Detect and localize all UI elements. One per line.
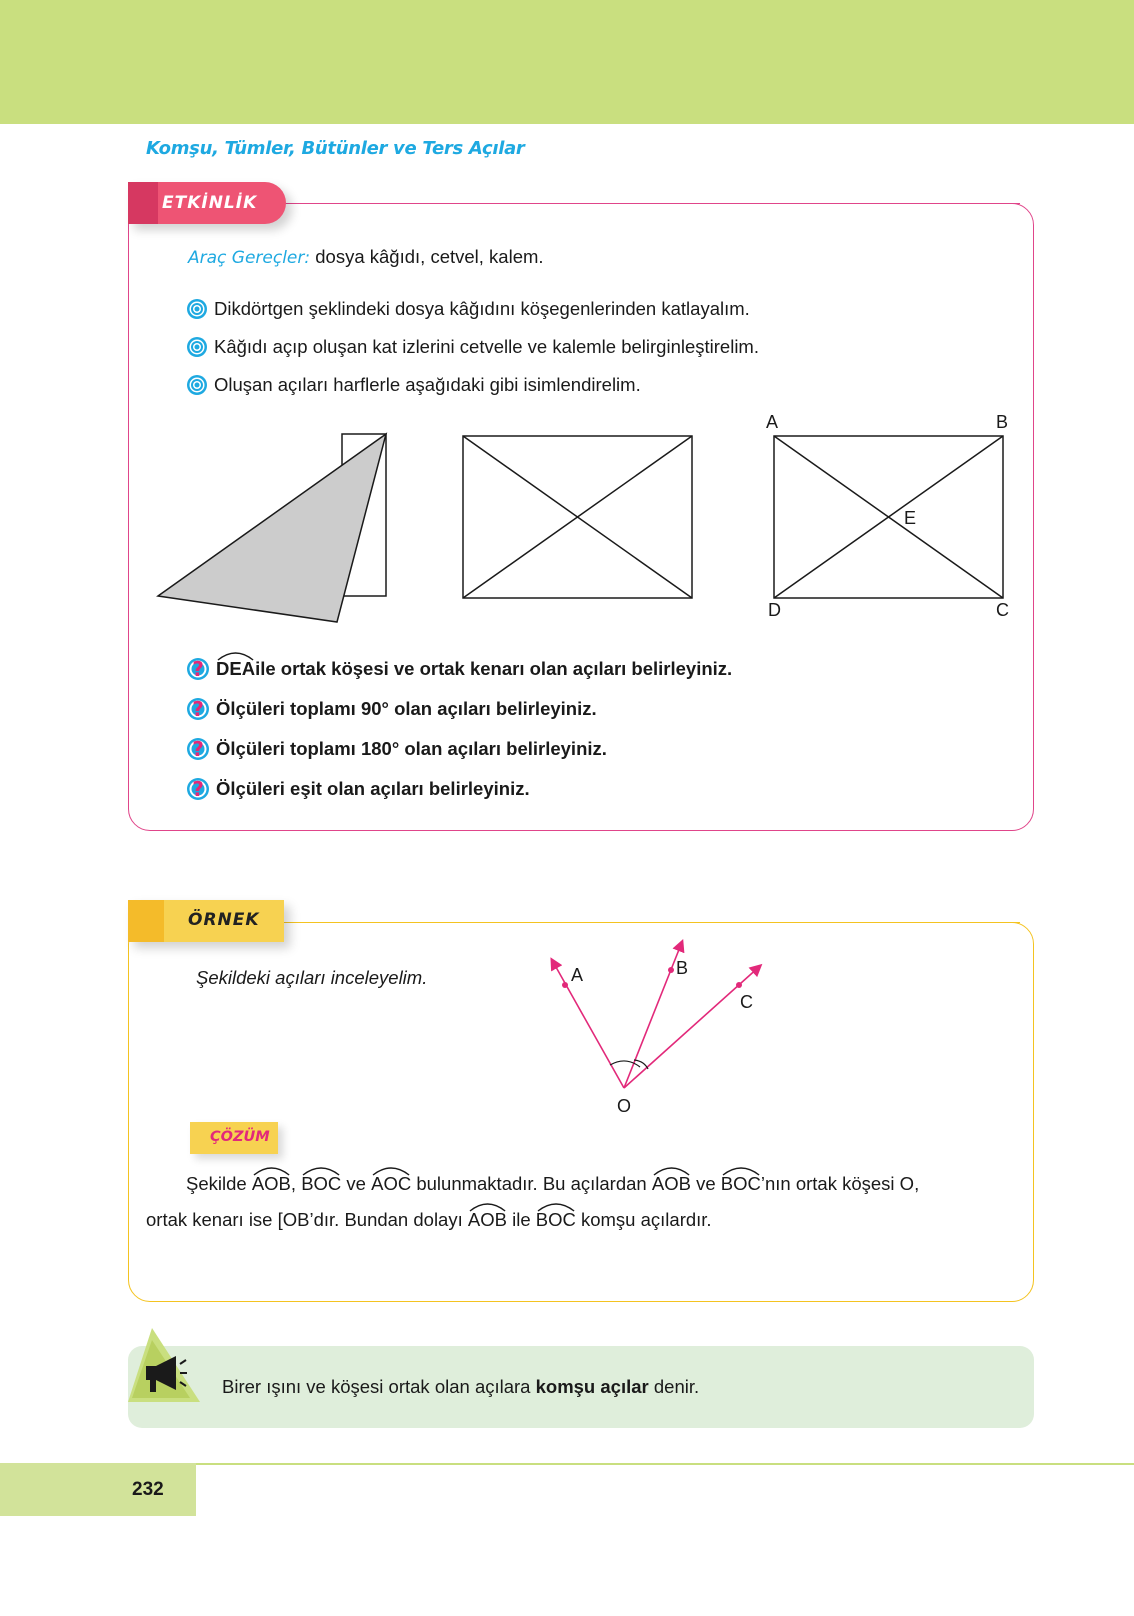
svg-text:?: ? — [192, 657, 204, 681]
activity-figures — [0, 400, 1134, 630]
step-item — [186, 336, 759, 358]
activity-header-line — [300, 203, 1020, 204]
solution-text: Şekilde — [186, 1173, 252, 1194]
svg-text:?: ? — [192, 737, 204, 761]
question-text: Ölçüleri toplamı 90° olan açıları belirleyiniz. — [216, 698, 597, 719]
solution-line-2 — [146, 1209, 712, 1231]
label-o: O — [617, 1096, 632, 1116]
rectangle-diagonals-figure — [463, 436, 692, 598]
example-tab-label: ÖRNEK — [188, 910, 260, 930]
question-text: ile ortak köşesi ve ortak kenarı olan açıları belirleyiniz. — [255, 658, 733, 679]
step-text: Dikdörtgen şeklindeki dosya kâğıdını köşegenlerinden katlayalım. — [214, 298, 750, 319]
tools-line — [188, 246, 544, 268]
point-label-c: C — [996, 600, 1009, 620]
ray-ob — [624, 942, 682, 1088]
angle-aoc: AOC — [371, 1173, 411, 1195]
point-label-a: A — [766, 412, 779, 432]
solution-line-1 — [186, 1173, 919, 1195]
step-item — [186, 374, 641, 396]
question-item — [186, 656, 732, 682]
solution-text: ve — [690, 1173, 721, 1194]
target-bullet-icon — [186, 336, 208, 358]
angle-boc: BOC — [721, 1173, 761, 1195]
step-text: Kâğıdı açıp oluşan kat izlerini cetvelle ve kalemle belirginleştirelim. — [214, 336, 759, 357]
target-bullet-icon — [186, 374, 208, 396]
question-item — [186, 776, 530, 802]
ray-oa — [552, 960, 624, 1088]
svg-text:?: ? — [192, 777, 204, 801]
step-item — [186, 298, 750, 320]
top-header-band — [0, 0, 1134, 124]
solution-label: ÇÖZÜM — [210, 1129, 270, 1145]
question-item — [186, 696, 597, 722]
solution-text: bulunmaktadır. Bu açılardan — [411, 1173, 652, 1194]
solution-text: , — [290, 1173, 302, 1194]
label-a: A — [571, 965, 584, 985]
tools-text: dosya kâğıdı, cetvel, kalem. — [310, 246, 544, 267]
question-mark-icon — [186, 736, 210, 762]
point-label-d: D — [768, 600, 781, 620]
megaphone-icon — [124, 1326, 208, 1410]
angle-boc: BOC — [536, 1209, 576, 1231]
point-label-b: B — [996, 412, 1009, 432]
page-number: 232 — [132, 1479, 164, 1500]
example-header-line — [298, 922, 1020, 923]
labeled-rectangle-figure — [766, 412, 1009, 620]
activity-tab-label: ETKİNLİK — [162, 193, 258, 213]
target-bullet-icon — [186, 298, 208, 320]
step-text: Oluşan açıları harflerle aşağıdaki gibi isimlendirelim. — [214, 374, 641, 395]
definition-text: Birer ışını ve köşesi ortak olan açılara komşu açılar denir. — [222, 1376, 700, 1397]
definition-term: komşu açılar — [535, 1376, 649, 1397]
page-number-box — [0, 1463, 196, 1516]
point-b — [668, 967, 674, 973]
solution-text: ile — [506, 1209, 536, 1230]
question-mark-icon — [186, 776, 210, 802]
example-text: Şekildeki açıları inceleyelim. — [196, 967, 428, 988]
question-text: Ölçüleri eşit olan açıları belirleyiniz. — [216, 778, 530, 799]
question-mark-icon — [186, 696, 210, 722]
solution-text: ortak kenarı ise [OB’dır. Bundan dolayı — [146, 1209, 468, 1230]
angle-aob: AOB — [252, 1173, 291, 1195]
angle-dea: DEA — [216, 658, 255, 680]
point-c — [736, 982, 742, 988]
angle-arc-aob — [610, 1061, 640, 1067]
activity-tab-accent — [128, 182, 158, 224]
question-item — [186, 736, 607, 762]
label-c: C — [740, 992, 753, 1012]
angle-aob: AOB — [468, 1209, 507, 1231]
point-label-e: E — [904, 508, 917, 528]
question-text: Ölçüleri toplamı 180° olan açıları belirleyiniz. — [216, 738, 607, 759]
example-tab-accent — [128, 900, 164, 942]
angle-aob: AOB — [652, 1173, 691, 1195]
question-mark-icon — [186, 656, 210, 682]
point-a — [562, 982, 568, 988]
angles-figure — [520, 930, 780, 1120]
section-title: Komşu, Tümler, Bütünler ve Ters Açılar — [146, 138, 525, 159]
label-b: B — [676, 958, 689, 978]
folded-paper-figure — [158, 434, 386, 622]
angle-boc: BOC — [301, 1173, 341, 1195]
solution-text: ’nın ortak köşesi O, — [760, 1173, 920, 1194]
tools-label: Araç Gereçler: — [188, 248, 311, 268]
svg-text:?: ? — [192, 697, 204, 721]
solution-text: ve — [341, 1173, 372, 1194]
solution-text: komşu açılardır. — [575, 1209, 712, 1230]
